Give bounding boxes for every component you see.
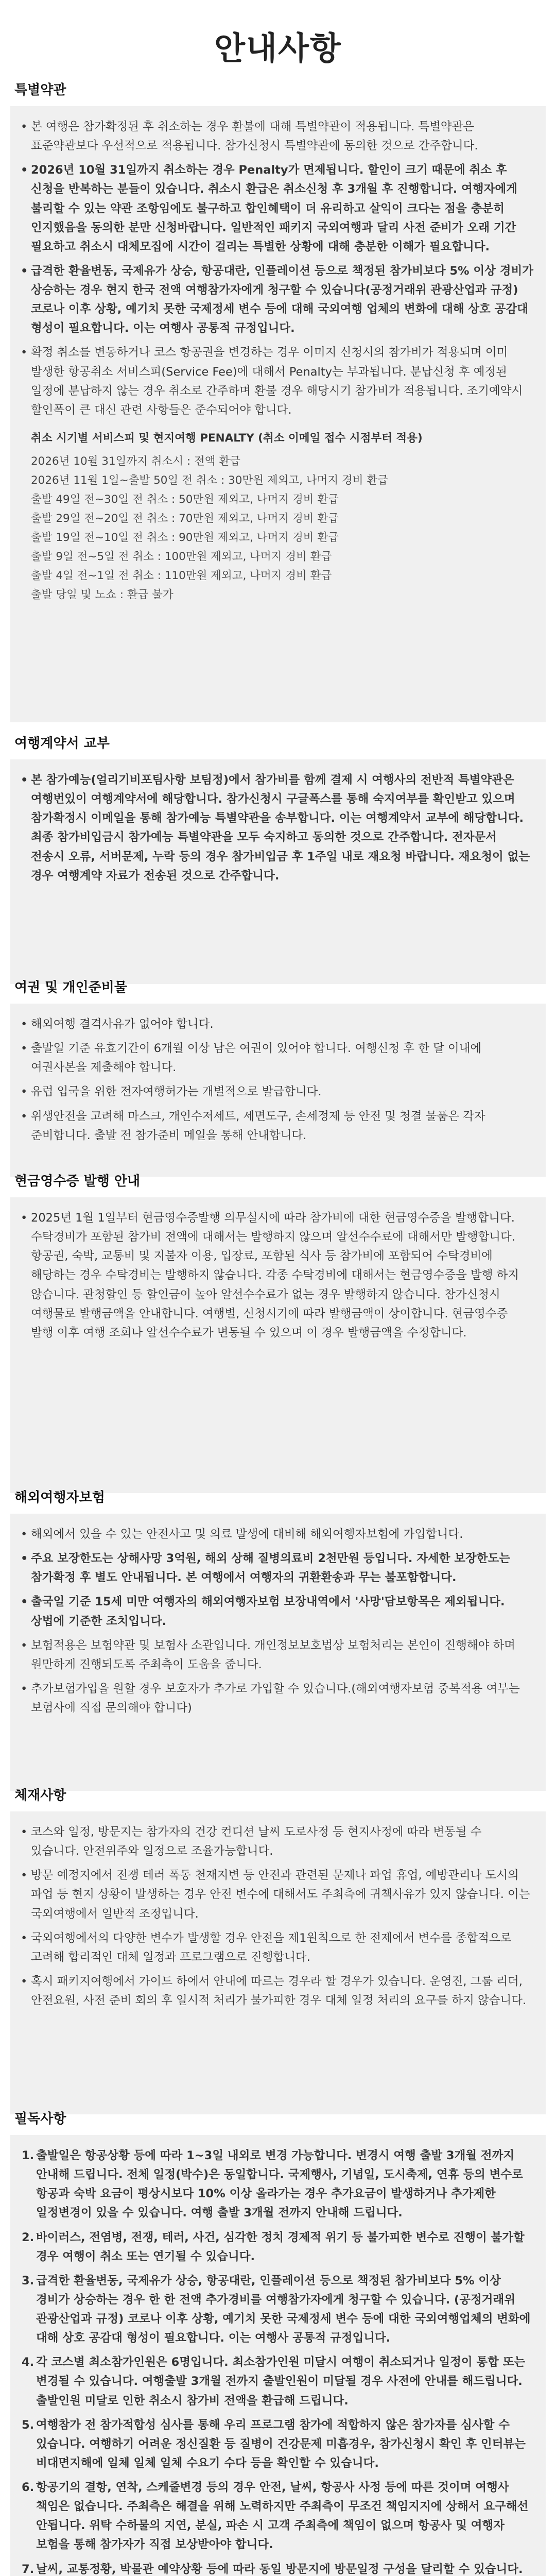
bullet-item	[31, 1015, 533, 1034]
section-heading: 여행계약서 교부	[14, 736, 110, 751]
item-text: 유럽 입국을 위한 전자여행허가는 개별적으로 발급합니다.	[31, 1085, 322, 1099]
penalty-table-row: 2026년 11월 1일~출발 50일 전 취소 : 30만원 제외고, 나머지 경비 환급	[31, 473, 388, 487]
bullet-item	[31, 1929, 533, 1967]
item-number: 4.	[22, 2355, 34, 2369]
bullet-item	[31, 1866, 533, 1923]
section-box	[10, 106, 546, 722]
bullet-item	[31, 1680, 533, 1718]
item-text: 보험적용은 보험약관 및 보험사 소관입니다. 개인정보보호법상 보험처리는 본인이 진행해야 하며 원만하게 진행되도록 주최측이 도움을 줍니다.	[31, 1638, 515, 1671]
section-box	[10, 2135, 546, 2576]
item-text: 본 여행은 참가확정된 후 취소하는 경우 환불에 대해 특별약관이 적용됩니다. 특별약관은 표준약관보다 우선적으로 적용됩니다. 참가신청시 특별약관에 동의한 것으로 간주합니다.	[31, 120, 478, 153]
bullet-item	[31, 1082, 533, 1101]
section-box	[10, 1811, 546, 2114]
page-header	[0, 0, 556, 79]
bullet-item	[31, 1972, 533, 2010]
item-text: 해외여행 결격사유가 없어야 합니다.	[31, 1018, 214, 1031]
item-number: 1.	[22, 2149, 34, 2162]
bullet-item	[31, 771, 533, 886]
bullet-item	[31, 1549, 533, 1587]
penalty-table	[31, 429, 533, 605]
numbered-item	[22, 2146, 533, 2223]
bullet-item	[31, 117, 533, 156]
item-text: 급격한 환율변동, 국제유가 상승, 항공대란, 인플레이션 등으로 책정된 참가비보다 5% 이상 경비가 상승하는 경우 현지 한국 전액 여행참가자에게 청구할 수 있습니다(공정거래위 관광산업과 규정) 코로나 이후 상황, 예기치 못한 국제정세 변수 등에 대해 국외여행 업체의 변화에 대해 상호 공감대 형성이 필요합니다. 이는 여행사 공통적 규정입니다.	[31, 264, 533, 335]
numbered-item	[22, 2416, 533, 2473]
item-text: 바이러스, 전염병, 전쟁, 테러, 사건, 심각한 정치 경제적 위기 등 불가피한 변수로 진행이 불가할 경우 여행이 취소 또는 연기될 수 있습니다.	[36, 2230, 525, 2263]
bullet-item	[31, 161, 533, 257]
section-special	[0, 79, 556, 722]
item-number: 3.	[22, 2274, 34, 2287]
bullet-item	[31, 1525, 533, 1544]
item-text: 추가보험가입을 원할 경우 보호자가 추가로 가입할 수 있습니다.(해외여행자보험 중복적용 여부는 보험사에 직접 문의해야 합니다)	[31, 1682, 520, 1715]
bullet-item	[31, 1209, 533, 1343]
item-text: 출발일 기준 유효기간이 6개월 이상 남은 여권이 있어야 합니다. 여행신청 후 한 달 이내에 여권사본을 제출해야 합니다.	[31, 1042, 482, 1075]
bullet-item	[31, 343, 533, 420]
section-notice	[0, 2108, 556, 2576]
item-number: 5.	[22, 2418, 34, 2432]
item-text: 해외에서 있을 수 있는 안전사고 및 의료 발생에 대비해 해외여행자보험에 가입합니다.	[31, 1528, 463, 1541]
item-text: 주요 보장한도는 상해사망 3억원, 해외 상해 질병의료비 2천만원 등입니다. 자세한 보장한도는 참가확정 후 별도 안내됩니다. 본 여행에서 여행자의 귀환환송과 무는 불포함합니다.	[31, 1552, 510, 1585]
item-text: 확정 취소를 변동하거나 코스 항공권을 변경하는 경우 이미지 신청시의 참가비가 적용되며 이미 발생한 항공취소 서비스피(Service Fee)에 대해서 Penalty는 부과됩니다. 분납신청 후 예정된 일정에 분납하지 않는 경우 취소로 간주하며 환불 경우 해당시기 참가비가 적용됩니다. 조기예약시 할인폭이 큰 대신 관련 사항들은 준수되어야 합니다.	[31, 346, 523, 417]
item-number: 7.	[22, 2562, 34, 2576]
bullet-item	[31, 1039, 533, 1077]
bullet-item	[31, 1592, 533, 1631]
item-text: 출국일 기준 15세 미만 여행자의 해외여행자보험 보장내역에서 '사망'담보항목은 제외됩니다. 상법에 기준한 조치입니다.	[31, 1595, 505, 1628]
section-stay	[0, 1785, 556, 2114]
penalty-table-row: 출발 49일 전~30일 전 취소 : 50만원 제외고, 나머지 경비 환급	[31, 493, 339, 506]
item-text: 본 참가예능(얼리기비포팀사항 보팀정)에서 참가비를 함께 결제 시 여행사의 전반적 특별약관은 여행번있이 여행계약서에 해당합니다. 참가신청시 구글폭스를 통해 숙지여부를 확인받고 있으며 참가확정시 이메일을 통해 참가예능 특별약관을 송부합니다. 이는 여행계약서 교부에 해당합니다. 최종 참가비입금시 참가예능 특별약관을 모두 숙지하고 동의한 것으로 간주합니다. 전자문서 전송시 오류, 서버문제, 누락 등의 경우 참가비입금 후 1주일 내로 재요청 바랍니다. 재요청이 없는 경우 여행계약 자료가 전송된 것으로 간주합니다.	[31, 773, 530, 883]
section-passport	[0, 977, 556, 1177]
item-text: 급격한 환율변동, 국제유가 상승, 항공대란, 인플레이션 등으로 책정된 참가비보다 5% 이상 경비가 상승하는 경우 한 한 전액 추가경비를 여행참가자에게 청구할 수 있습니다. (공정거래위 관광산업과 규정) 코로나 이후 상황, 예기치 못한 국제정세 변수 등에 대한 국외여행업체의 변화에 대해 상호 공감대 형성이 필요합니다. 이는 여행사 공통적 규정입니다.	[36, 2274, 531, 2345]
item-number: 6.	[22, 2481, 34, 2494]
numbered-item	[22, 2272, 533, 2348]
section-heading: 해외여행자보험	[14, 1490, 105, 1505]
penalty-table-row: 출발 당일 및 노쇼 : 환급 불가	[31, 588, 173, 601]
section-heading: 체재사항	[14, 1788, 66, 1803]
section-box	[10, 759, 546, 984]
section-insurance	[0, 1487, 556, 1791]
item-text: 항공기의 결항, 연착, 스케줄변경 등의 경우 안전, 날씨, 항공사 사정 등에 따른 것이며 여행사 책임은 없습니다. 주최측은 해결을 위해 노력하지만 주최측이 무조건 책임지지에 상해서 요구해선 안됩니다. 위탁 수하물의 지연, 분실, 파손 시 고객 주최측에 책임이 없으며 항공사 및 여행자 보험을 통해 참가자가 직접 보상받아야 합니다.	[36, 2481, 529, 2552]
item-text: 방문 예정지에서 전쟁 테러 폭동 천재지변 등 안전과 관련된 문제나 파업 휴업, 예방관리나 도시의 파업 등 현지 상황이 발생하는 경우 안전 변수에 대해서도 주최측에 귀책사유가 있지 않습니다. 이는 국외여행에서 일반적 조정입니다.	[31, 1869, 530, 1921]
penalty-table-row: 출발 29일 전~20일 전 취소 : 70만원 제외고, 나머지 경비 환급	[31, 512, 339, 525]
item-text: 출발일은 항공상황 등에 따라 1~3일 내외로 변경 가능합니다. 변경시 여행 출발 3개월 전까지 안내해 드립니다. 전체 일정(박수)은 동일합니다. 국제행사, 기념일, 도시축제, 연휴 등의 변수로 항공과 숙박 요금이 평상시보다 10% 이상 올라가는 경우 추가요금이 발생하거나 추가제한 일정변경이 있을 수 있습니다. 여행 출발 3개월 전까지 안내해 드립니다.	[36, 2149, 523, 2220]
item-text: 혹시 패키지여행에서 가이드 하에서 안내에 따르는 경우라 할 경우가 있습니다. 운영진, 그룹 리더, 안전요원, 사전 준비 회의 후 일시적 처리가 불가피한 경우 대체 일정 처리의 요구를 하지 않습니다.	[31, 1974, 527, 2007]
section-heading: 특별약관	[14, 82, 66, 98]
item-text: 2026년 10월 31일까지 취소하는 경우 Penalty가 면제됩니다. 할인이 크기 때문에 취소 후 신청을 반복하는 분들이 있습니다. 취소시 환급은 취소신청 후 3개월 후 진행합니다. 여행자에게 불리할 수 있는 약관 조항임에도 불구하고 합인혜택이 더 유리하고 살익이 크다는 점을 충분히 인지했음을 동의한 분만 신청바랍니다. 일반적인 패키지 국외여행과 달리 사전 준비가 오래 기간 필요하고 취소시 대체모집에 시간이 걸리는 특별한 상황에 대해 충분한 이해가 필요합니다.	[31, 163, 517, 253]
section-heading: 필독사항	[14, 2111, 66, 2127]
penalty-table-row: 출발 19일 전~10일 전 취소 : 90만원 제외고, 나머지 경비 환급	[31, 531, 339, 544]
numbered-item	[22, 2228, 533, 2266]
section-receipt	[0, 1171, 556, 1493]
bullet-item	[31, 262, 533, 338]
item-text: 각 코스별 최소참가인원은 6명입니다. 최소참가인원 미달시 여행이 취소되거나 일정이 통합 또는 변경될 수 있습니다. 여행출발 3개월 전까지 출발인원이 미달될 경우 사전에 안내를 해드립니다. 출발인원 미달로 인한 취소시 참가비 전액을 환급해 드립니다.	[36, 2355, 526, 2408]
item-text: 위생안전을 고려해 마스크, 개인수저세트, 세면도구, 손세정제 등 안전 및 청결 물품은 각자 준비합니다. 출발 전 참가준비 메일을 통해 안내합니다.	[31, 1109, 485, 1142]
bullet-item	[31, 1107, 533, 1145]
numbered-item	[22, 2353, 533, 2410]
item-text: 여행참가 전 참가적합성 심사를 통해 우리 프로그램 참가에 적합하지 않은 참가자를 심사할 수 있습니다. 여행하기 어려운 정신질환 등 질병이 건강문제 미흡경우, 참가신청시 확인 후 인터뷰는 비대면지해에 일체 일체 일체 수요기 수다 등을 확인할 수 있습니다.	[36, 2418, 526, 2470]
penalty-table-row: 2026년 10월 31일까지 취소시 : 전액 환급	[31, 454, 240, 468]
penalty-table-row: 출발 9일 전~5일 전 취소 : 100만원 제외고, 나머지 경비 환급	[31, 550, 332, 563]
section-heading: 여권 및 개인준비물	[14, 980, 128, 995]
penalty-table-row: 출발 4일 전~1일 전 취소 : 110만원 제외고, 나머지 경비 환급	[31, 569, 332, 582]
item-number: 2.	[22, 2230, 34, 2244]
section-transfer	[0, 733, 556, 984]
section-heading: 현금영수증 발행 안내	[14, 1174, 141, 1189]
section-box	[10, 1004, 546, 1177]
section-box	[10, 1197, 546, 1493]
item-text: 국외여행에서의 다양한 변수가 발생할 경우 안전을 제1원칙으로 한 전제에서 변수를 종합적으로 고려해 합리적인 대체 일정과 프로그램으로 진행합니다.	[31, 1931, 512, 1964]
item-text: 2025년 1월 1일부터 현금영수증발행 의무실시에 따라 참가비에 대한 현금영수증을 발행합니다. 수탁경비가 포함된 참가비 전액에 대해서는 발행하지 않으며 알선수수료에 대해서만 발행합니다. 항공권, 숙박, 교통비 및 지불자 이용, 입장료, 포함된 식사 등 참가비에 포함되어 수탁경비에 해당하는 경우 수탁경비는 발행하지 않습니다. 각종 수탁경비에 대해서는 현금영수증을 발행 하지 않습니다. 관청할인 등 할인금이 높아 알선수수료가 없는 경우 발행하지 않습니다. 참가신청시 여행물로 발행금액을 안내합니다. 여행별, 신청시기에 따라 발행금액이 상이합니다. 현금영수증 발행 이후 여행 조회나 알선수수료가 변동될 수 있으며 이 경우 발행금액을 수정합니다.	[31, 1211, 519, 1340]
section-box	[10, 1514, 546, 1791]
page-title: 안내사항	[214, 29, 342, 67]
item-text: 코스와 일정, 방문지는 참가자의 건강 컨디션 날씨 도로사정 등 현지사정에 따라 변동될 수 있습니다. 안전위주와 일정으로 조율가능합니다.	[31, 1825, 482, 1858]
item-text: 날씨, 교통정황, 박물관 예약상황 등에 따라 동일 방문지에 방문일정 구성을 달리할 수 있습니다.	[36, 2562, 523, 2576]
bullet-item	[31, 1636, 533, 1674]
numbered-item	[22, 2478, 533, 2555]
numbered-item	[22, 2560, 533, 2576]
penalty-table-header: 취소 시기별 서비스피 및 현지여행 PENALTY (취소 이메일 접수 시점부터 적용)	[31, 431, 423, 445]
bullet-item	[31, 1823, 533, 1861]
